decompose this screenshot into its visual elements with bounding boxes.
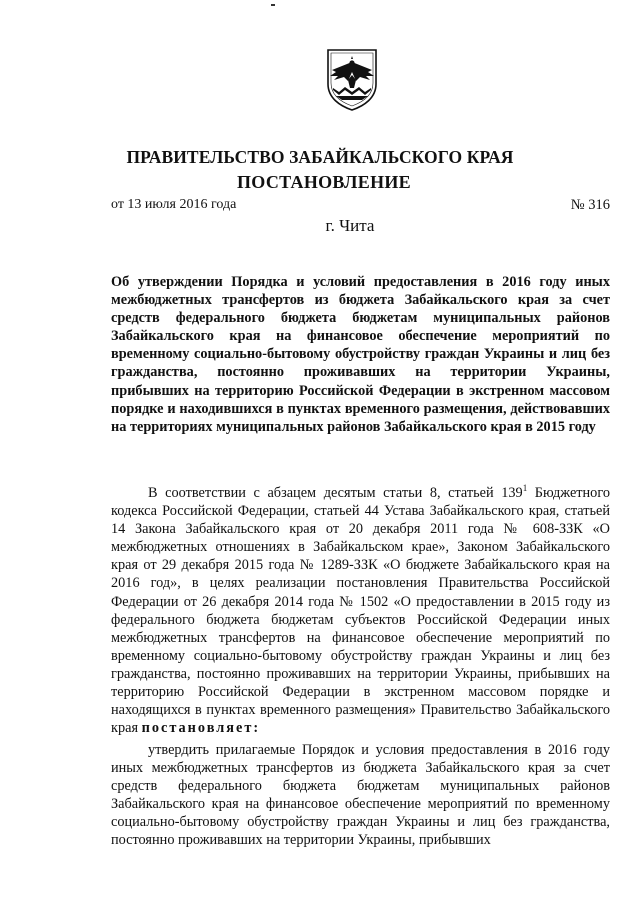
document-date: от 13 июля 2016 года — [111, 197, 237, 212]
body-paragraph-resolution: утвердить прилагаемые Порядок и условия предоставления в 2016 году иных межбюджетных трансфертов из бюджета Забайкальского края за счет средств федерального бюджета бюджетам муниципальных районов Забайкальского края на финансовое обеспечение мероприятий по временному социально-бытовому обустройству граждан Украины и лиц без гражданства, постоянно проживавших на территории Украины, прибывших — [111, 742, 610, 849]
document-number: № 316 — [570, 197, 610, 213]
preamble-text-rest: Бюджетного кодекса Российской Федерации, статьей 44 Устава Забайкальского края, статьей 14 Закона Забайкальского края от 20 декабря 2011 года № 608-ЗЗК «О межбюджетных отношениях в Забайкальском крае», Законом Забайкальского края от 29 декабря 2015 года № 1289-ЗЗК «О бюджете Забайкальского края на 2016 год», в целях реализации постановления Правительства Российской Федерации от 26 декабря 2014 года № 1502 «О предоставлении в 2015 году из федерального бюджета бюджетам субъектов Российской Федерации иных межбюджетных трансфертов на финансовое обеспечение мероприятий по временному социально-бытовому обустройству граждан Украины и лиц без гражданства, постоянно проживавших на территории Украины, прибывших на территорию Российской Федерации в экстренном массовом порядке и находящихся в пунктах временного размещения» Правительство Забайкальского края — [111, 485, 610, 737]
article-superscript: 1 — [522, 483, 528, 493]
document-city: г. Чита — [325, 216, 375, 235]
body-paragraph-preamble — [111, 484, 610, 737]
scan-speck — [271, 4, 275, 6]
document-subject: Об утверждении Порядка и условий предоставления в 2016 году иных межбюджетных трансфертов из бюджета Забайкальского края за счет средств федерального бюджета бюджетам муниципальных районов Забайкальского края на финансовое обеспечение мероприятий по временному социально-бытовому обустройству граждан Украины и лиц без гражданства, постоянно проживавших на территории Украины, прибывших на территорию Российской Федерации в экстренном массовом порядке и находившихся в пунктах временного размещения, действовавших на территориях муниципальных районов Забайкальского края в 2015 году — [111, 274, 610, 435]
preamble-text-start: В соответствии с абзацем десятым статьи 8, статьей 139 — [148, 485, 523, 501]
document-type: ПОСТАНОВЛЕНИЕ — [237, 172, 411, 192]
government-title: ПРАВИТЕЛЬСТВО ЗАБАЙКАЛЬСКОГО КРАЯ — [126, 147, 514, 167]
resolution-keyword: постановляет: — [141, 720, 261, 737]
coat-of-arms-icon — [326, 48, 378, 112]
